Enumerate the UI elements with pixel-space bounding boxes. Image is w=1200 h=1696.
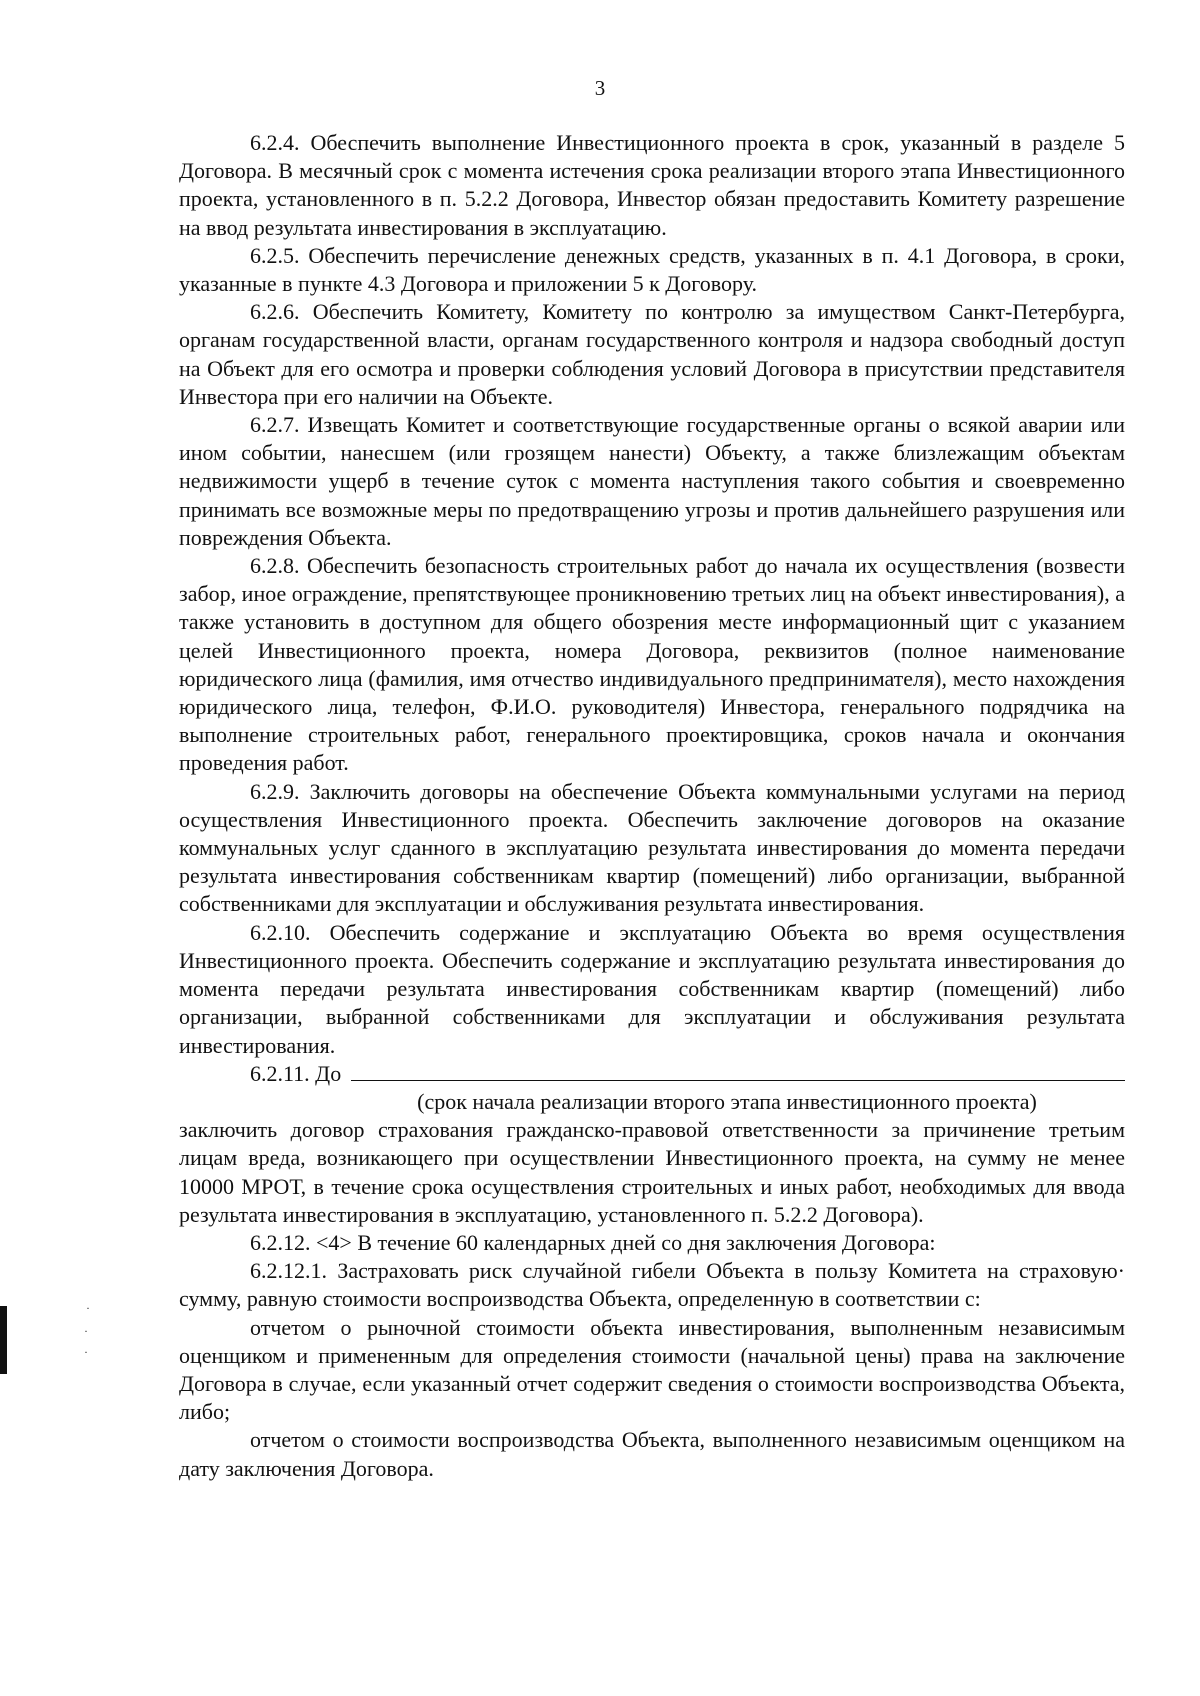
- clause-6-2-7: 6.2.7. Извещать Комитет и соответствующие государственные органы о всякой аварии или ином событии, нанесшем (или грозящем нанести) Объекту, а также близлежащим объектам недвижимости ущерб в течение суток с момента наступления такого события и своевременно принимать все возможные меры по предотвращению угрозы и против дальнейшего разрушения или повреждения Объекта.: [179, 412, 1125, 550]
- clause-6-2-5: 6.2.5. Обеспечить перечисление денежных средств, указанных в п. 4.1 Договора, в сроки, указанные в пункте 4.3 Договора и приложении 5 к Договору.: [179, 242, 1125, 297]
- scan-speck: ·: [84, 1345, 88, 1359]
- deadline-blank-field: [351, 1060, 1125, 1081]
- deadline-blank-hint: (срок начала реализации второго этапа инвестиционного проекта): [417, 1088, 1037, 1114]
- clause-6-2-12-1-option-b: отчетом о стоимости воспроизводства Объекта, выполненного независимым оценщиком на дату заключения Договора.: [179, 1427, 1125, 1481]
- clause-6-2-6: 6.2.6. Обеспечить Комитету, Комитету по контролю за имуществом Санкт-Петербурга, органам государственной власти, органам государственного контроля и надзора свободный доступ на Объект для его осмотра и проверки соблюдения условий Договора в присутствии представителя Инвестора при его наличии на Объекте.: [179, 299, 1125, 409]
- scan-speck: ·: [86, 1301, 90, 1315]
- scan-speck: ·: [84, 1324, 88, 1338]
- page-number: 3: [594, 76, 606, 100]
- clause-6-2-11-text: заключить договор страхования гражданско-правовой ответственности за причинение третьим лицам вреда, возникающего при осуществлении Инвестиционного проекта, на сумму не менее 10000 МРОТ, в течение срока осуществления строительных и иных работ, необходимых для ввода результата инвестирования в эксплуатацию, установленного п. 5.2.2 Договора).: [179, 1117, 1125, 1227]
- clause-6-2-11-deadline-line: [179, 1060, 1125, 1088]
- document-body: [179, 129, 1125, 1483]
- clause-6-2-9: 6.2.9. Заключить договоры на обеспечение Объекта коммунальными услугами на период осуществления Инвестиционного проекта. Обеспечить заключение договоров на оказание коммунальных услуг сданного в эксплуатацию результата инвестирования до момента передачи результата инвестирования собственникам квартир (помещений) либо организации, выбранной собственниками для эксплуатации и обслуживания результата инвестирования.: [179, 778, 1125, 917]
- clause-6-2-10: 6.2.10. Обеспечить содержание и эксплуатацию Объекта во время осуществления Инвестиционного проекта. Обеспечить содержание и эксплуатацию результата инвестирования до момента передачи результата инвестирования собственникам квартир (помещений) либо организации, выбранной собственниками для эксплуатации и обслуживания результата инвестирования.: [179, 919, 1125, 1058]
- clause-6-2-8: 6.2.8. Обеспечить безопасность строительных работ до начала их осуществления (возвести забор, иное ограждение, препятствующее проникновению третьих лиц на объект инвестирования), а также установить в доступном для общего обозрения месте информационный щит с указанием целей Инвестиционного проекта, номера Договора, реквизитов (полное наименование юридического лица (фамилия, имя отчество индивидуального предпринимателя), место нахождения юридического лица, телефон, Ф.И.О. руководителя) Инвестора, генерального подрядчика на выполнение строительных работ, генерального проектировщика, сроков начала и окончания проведения работ.: [179, 553, 1125, 776]
- clause-6-2-4: 6.2.4. Обеспечить выполнение Инвестиционного проекта в срок, указанный в разделе 5 Договора. В месячный срок с момента истечения срока реализации второго этапа Инвестиционного проекта, установленного в п. 5.2.2 Договора, Инвестор обязан предоставить Комитету разрешение на ввод результата инвестирования в эксплуатацию.: [179, 130, 1125, 240]
- clause-6-2-11-lead: 6.2.11. До: [250, 1060, 342, 1086]
- scan-margin-bar: [0, 1306, 7, 1374]
- clause-6-2-12-1: 6.2.12.1. Застраховать риск случайной гибели Объекта в пользу Комитета на страховую· сумму, равную стоимости воспроизводства Объекта, определенную в соответствии с:: [179, 1258, 1125, 1312]
- clause-6-2-12: 6.2.12. <4> В течение 60 календарных дней со дня заключения Договора:: [250, 1229, 936, 1255]
- clause-6-2-12-1-option-a: отчетом о рыночной стоимости объекта инвестирования, выполненным независимым оценщиком и примененным для определения стоимости (начальной цены) права на заключение Договора в случае, если указанный отчет содержит сведения о стоимости воспроизводства Объекта, либо;: [179, 1314, 1125, 1425]
